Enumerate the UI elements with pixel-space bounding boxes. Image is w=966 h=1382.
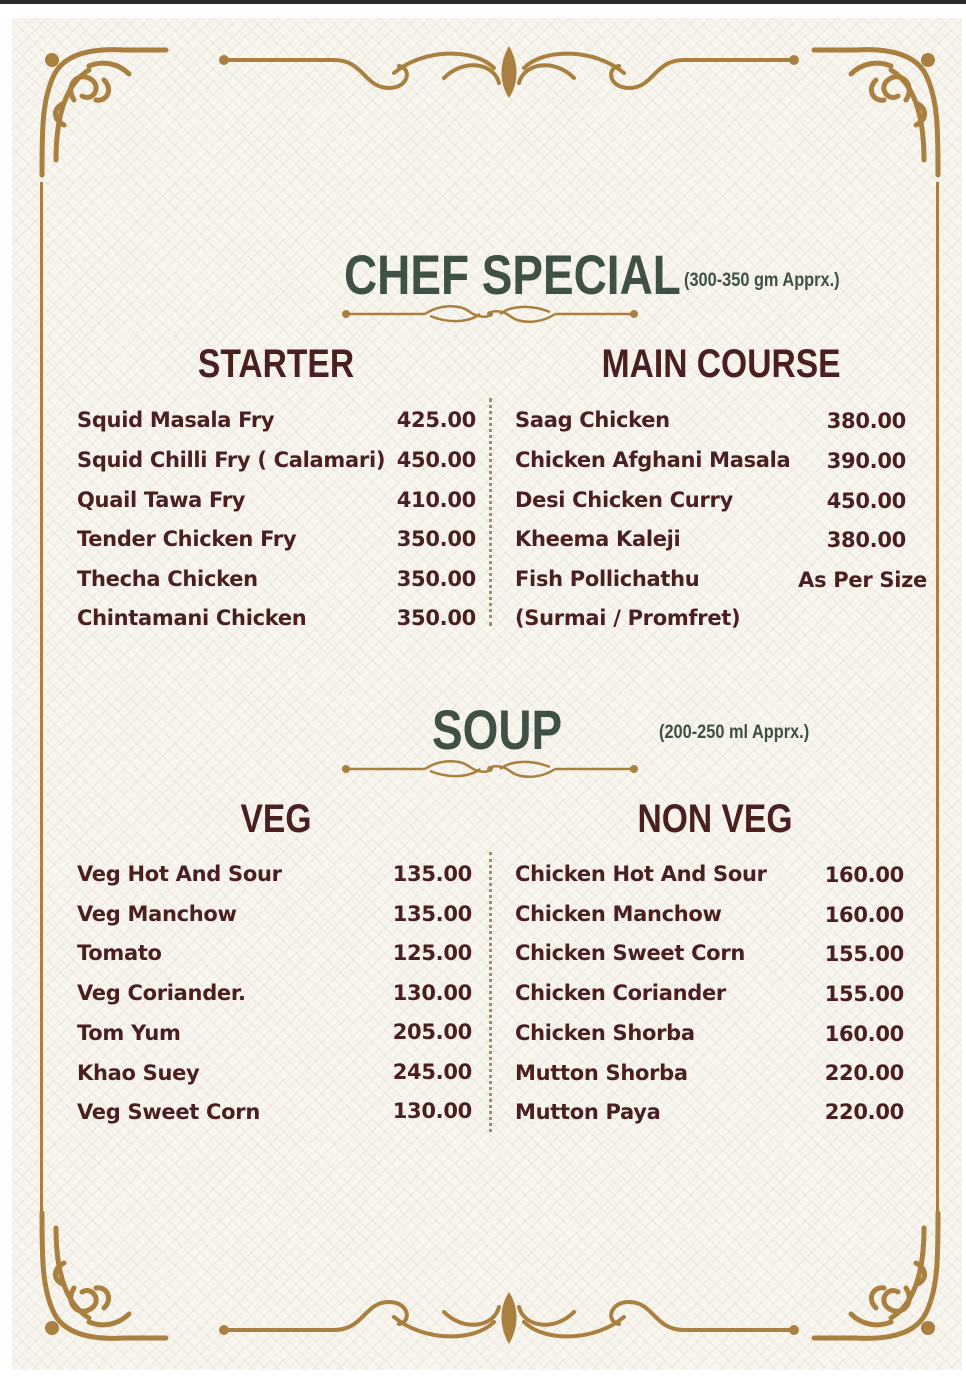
top-scroll-ornament-icon	[214, 38, 804, 108]
veg-heading: VEG	[240, 797, 312, 841]
corner-flourish-icon	[806, 40, 946, 180]
list-item: Chicken Hot And Sour	[515, 862, 767, 886]
price: 245.00	[392, 1060, 472, 1084]
list-item: Thecha Chicken	[77, 567, 258, 591]
column-divider	[489, 852, 492, 1132]
list-item: Veg Sweet Corn	[77, 1100, 260, 1124]
price: 425.00	[396, 408, 476, 432]
corner-flourish-icon	[34, 1208, 174, 1348]
price: 160.00	[824, 863, 904, 887]
list-item: Quail Tawa Fry	[77, 488, 246, 512]
top-edge-bar	[0, 0, 966, 4]
list-item: Veg Coriander.	[77, 981, 246, 1005]
price: 220.00	[824, 1061, 904, 1085]
price: 380.00	[826, 409, 906, 433]
price: 130.00	[392, 981, 472, 1005]
list-item: Chicken Manchow	[515, 902, 722, 926]
price: 220.00	[824, 1100, 904, 1124]
section-title-soup: SOUP	[432, 698, 563, 761]
title-divider-icon	[340, 302, 640, 326]
list-item: Chicken Sweet Corn	[515, 941, 746, 965]
price: 450.00	[826, 489, 906, 513]
price: 410.00	[396, 488, 476, 512]
list-item: Tender Chicken Fry	[77, 527, 297, 551]
price: 160.00	[824, 1022, 904, 1046]
starter-heading: STARTER	[197, 342, 355, 386]
price: 450.00	[396, 448, 476, 472]
list-item: Desi Chicken Curry	[515, 488, 733, 512]
portion-note-chef-special: (300-350 gm Apprx.)	[684, 270, 840, 291]
left-border-line	[40, 182, 43, 1216]
section-title-chef-special: CHEF SPECIAL	[344, 243, 681, 306]
main-course-heading: MAIN COURSE	[601, 342, 841, 386]
list-item: Khao Suey	[77, 1061, 200, 1085]
list-item: Mutton Paya	[515, 1100, 661, 1124]
price: 205.00	[392, 1020, 472, 1044]
menu-page	[12, 18, 962, 1370]
price: 155.00	[824, 942, 904, 966]
list-item: Chicken Afghani Masala	[515, 448, 791, 472]
price: 130.00	[392, 1099, 472, 1123]
price: 160.00	[824, 903, 904, 927]
price: 135.00	[392, 902, 472, 926]
list-item: Chicken Coriander	[515, 981, 726, 1005]
bottom-scroll-ornament-icon	[214, 1282, 804, 1352]
list-item: Squid Chilli Fry ( Calamari)	[77, 448, 386, 472]
column-divider	[489, 398, 492, 626]
right-border-line	[936, 182, 939, 1216]
list-item-note: (Surmai / Promfret)	[515, 606, 741, 630]
list-item: Squid Masala Fry	[77, 408, 275, 432]
price: 135.00	[392, 862, 472, 886]
price: 390.00	[826, 449, 906, 473]
list-item: Tomato	[77, 941, 162, 965]
price: 350.00	[396, 527, 476, 551]
list-item: Kheema Kaleji	[515, 527, 681, 551]
title-divider-icon	[340, 757, 640, 781]
price: 155.00	[824, 982, 904, 1006]
corner-flourish-icon	[34, 40, 174, 180]
list-item: Saag Chicken	[515, 408, 670, 432]
non-veg-heading: NON VEG	[637, 797, 793, 841]
price: 350.00	[396, 567, 476, 591]
portion-note-soup: (200-250 ml Apprx.)	[659, 722, 810, 743]
price: As Per Size	[798, 568, 927, 592]
price: 350.00	[396, 606, 476, 630]
list-item: Mutton Shorba	[515, 1061, 688, 1085]
list-item: Veg Manchow	[77, 902, 237, 926]
corner-flourish-icon	[806, 1208, 946, 1348]
price: 380.00	[826, 528, 906, 552]
list-item: Veg Hot And Sour	[77, 862, 282, 886]
price: 125.00	[392, 941, 472, 965]
list-item: Chicken Shorba	[515, 1021, 695, 1045]
list-item: Fish Pollichathu	[515, 567, 700, 591]
list-item: Chintamani Chicken	[77, 606, 307, 630]
list-item: Tom Yum	[77, 1021, 181, 1045]
